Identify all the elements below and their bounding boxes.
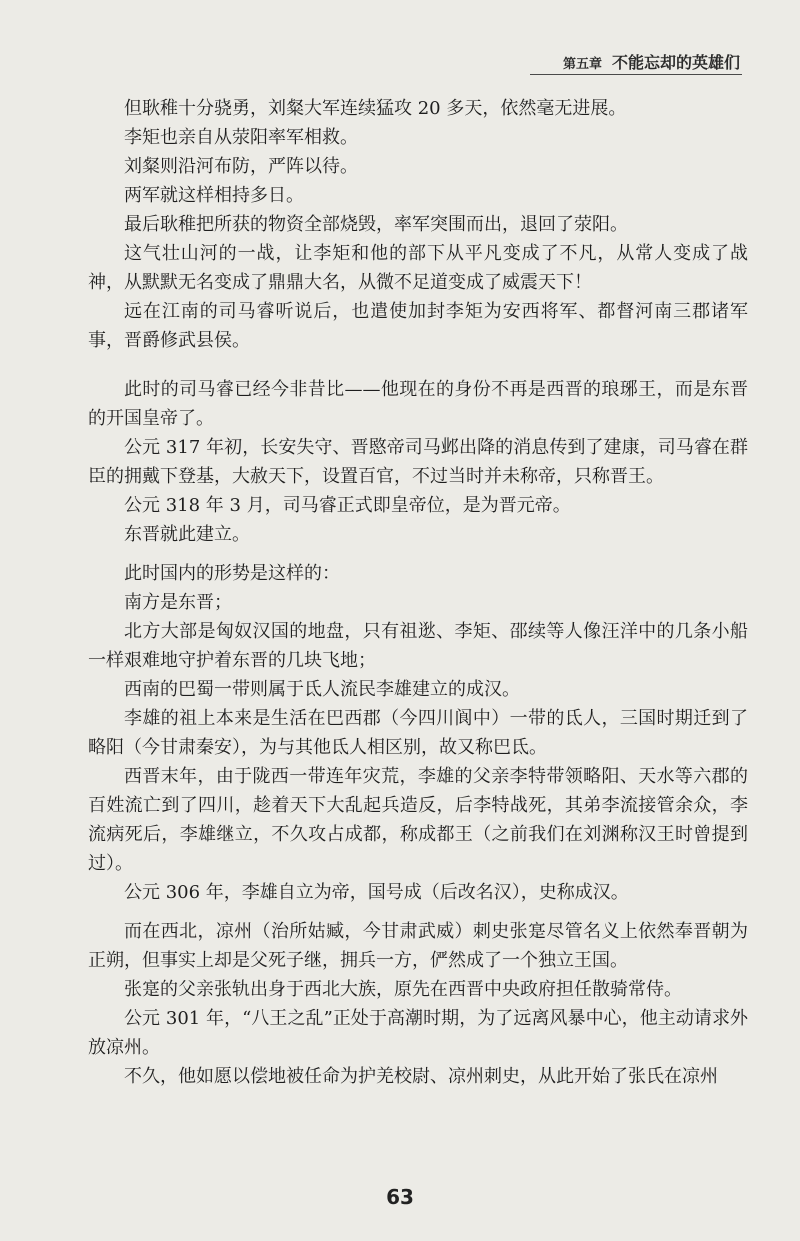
paragraph: 而在西北，凉州（治所姑臧，今甘肃武威）刺史张寔尽管名义上依然奉晋朝为正朔，但事实上却是父死子继，拥兵一方，俨然成了一个独立王国。 [88,921,748,971]
header-rule [530,74,742,75]
paragraph: 南方是东晋； [124,592,232,613]
paragraph: 西南的巴蜀一带则属于氐人流民李雄建立的成汉。 [124,679,520,700]
paragraph: 东晋就此建立。 [124,524,250,545]
paragraph: 公元 301 年，“八王之乱”正处于高潮时期，为了远离风暴中心，他主动请求外放凉州。 [88,1008,748,1058]
paragraph: 但耿稚十分骁勇，刘粲大军连续猛攻 20 多天，依然毫无进展。 [124,98,627,119]
paragraph: 此时国内的形势是这样的： [124,563,340,584]
paragraph: 公元 306 年，李雄自立为帝，国号成（后改名汉），史称成汉。 [124,882,629,903]
paragraph: 远在江南的司马睿听说后，也遣使加封李矩为安西将军、都督河南三郡诸军事，晋爵修武县侯。 [88,301,748,351]
paragraph: 公元 317 年初，长安失守、晋愍帝司马邺出降的消息传到了建康，司马睿在群臣的拥戴下登基，大赦天下，设置百官，不过当时并未称帝，只称晋王。 [88,437,748,487]
chapter-label: 第五章 [562,57,602,72]
body-text [88,94,748,1091]
chapter-title: 不能忘却的英雄们 [611,53,740,72]
paragraph: 此时的司马睿已经今非昔比——他现在的身份不再是西晋的琅琊王，而是东晋的开国皇帝了。 [88,379,748,429]
paragraph: 公元 318 年 3 月，司马睿正式即皇帝位，是为晋元帝。 [124,495,571,516]
paragraph: 北方大部是匈奴汉国的地盘，只有祖逖、李矩、邵续等人像汪洋中的几条小船一样艰难地守护着东晋的几块飞地； [88,621,748,671]
paragraph: 刘粲则沿河布防，严阵以待。 [124,156,358,177]
paragraph: 张寔的父亲张轨出身于西北大族，原先在西晋中央政府担任散骑常侍。 [124,979,682,1000]
paragraph: 李矩也亲自从荥阳率军相救。 [124,127,358,148]
paragraph: 李雄的祖上本来是生活在巴西郡（今四川阆中）一带的氐人，三国时期迁到了略阳（今甘肃秦安），为与其他氐人相区别，故又称巴氐。 [88,708,748,758]
paragraph: 西晋末年，由于陇西一带连年灾荒，李雄的父亲李特带领略阳、天水等六郡的百姓流亡到了四川，趁着天下大乱起兵造反，后李特战死，其弟李流接管余众，李流病死后，李雄继立，不久攻占成都，称成都王（之前我们在刘渊称汉王时曾提到过）。 [88,766,748,874]
paragraph: 这气壮山河的一战，让李矩和他的部下从平凡变成了不凡，从常人变成了战神，从默默无名变成了鼎鼎大名，从微不足道变成了威震天下！ [88,243,748,293]
paragraph: 两军就这样相持多日。 [124,185,304,206]
running-header [563,50,740,73]
paragraph: 最后耿稚把所获的物资全部烧毁，率军突围而出，退回了荥阳。 [124,214,628,235]
paragraph: 不久，他如愿以偿地被任命为护羌校尉、凉州刺史，从此开始了张氏在凉州 [124,1066,718,1087]
page-number: 63 [386,1185,414,1209]
